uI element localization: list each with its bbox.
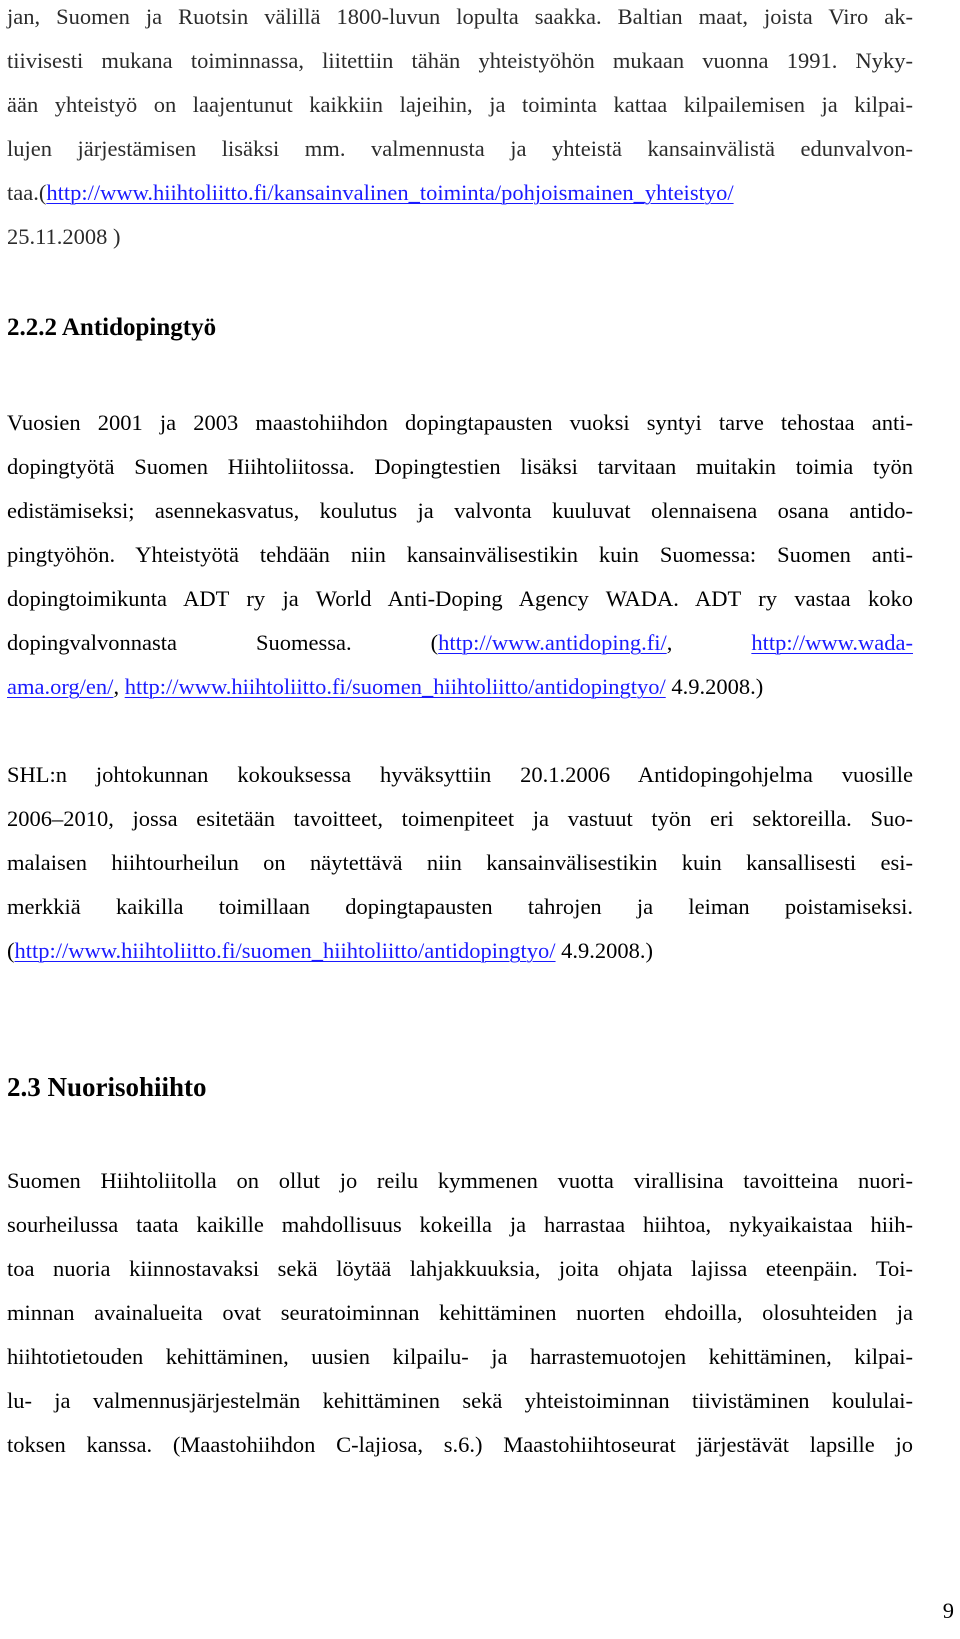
intro-line-2: tiivisesti mukana toiminnassa, liitettiin tähän yhteistyöhön mukaan vuonna 1991. Nyky-: [7, 48, 913, 73]
intro-line-6: 25.11.2008 ): [7, 224, 121, 249]
antidoping-p1-line-5: dopingtoimikunta ADT ry ja World Anti-Doping Agency WADA. ADT ry vastaa koko: [7, 586, 913, 611]
antidoping-p2-line-3: malaisen hiihtourheilun on näytettävä niin kansainvälisestikin kuin kansallisesti esi-: [7, 850, 913, 875]
hiihtoliitto-antidopingtyo-link-2[interactable]: http://www.hiihtoliitto.fi/suomen_hiihtoliitto/antidopingtyo/: [14, 938, 556, 963]
intro-line-4: lujen järjestämisen lisäksi mm. valmennusta ja yhteistä kansainvälistä edunvalvon-: [7, 136, 913, 161]
antidoping-p1-line-6-text2: Suomessa.: [256, 630, 352, 655]
nuorisohiihto-line-3: toa nuoria kiinnostavaksi sekä löytää lahjakkuuksia, joita ohjata lajissa eteenpäin. Toi-: [7, 1256, 913, 1281]
page-number: 9: [942, 1598, 954, 1623]
antidoping-p2-line-4: merkkiä kaikilla toimillaan dopingtapausten tahrojen ja leiman poistamiseksi.: [7, 894, 913, 919]
comma: ,: [666, 630, 673, 655]
antidoping-p2-line-5: [7, 936, 913, 966]
intro-line-5: [7, 178, 913, 208]
intro-line-3: ään yhteistyö on laajentunut kaikkiin lajeihin, ja toiminta kattaa kilpailemisen ja kilpai-: [7, 92, 913, 117]
nuorisohiihto-line-1: Suomen Hiihtoliitolla on ollut jo reilu kymmenen vuotta virallisina tavoitteina nuori-: [7, 1168, 913, 1193]
antidoping-p1-line-6-text1: dopingvalvonnasta: [7, 630, 177, 655]
nuorisohiihto-line-6: lu- ja valmennusjärjestelmän kehittäminen sekä yhteistoiminnan tiivistäminen koululai-: [7, 1388, 913, 1413]
open-paren-2: (: [7, 938, 15, 963]
open-paren: (: [430, 630, 439, 655]
intro-line-5-prefix: taa.(: [7, 180, 47, 205]
nuorisohiihto-line-7: toksen kanssa. (Maastohiihdon C-lajiosa, s.6.) Maastohiihtoseurat järjestävät lapsille jo: [7, 1432, 913, 1457]
antidoping-p1-line-4: pingtyöhön. Yhteistyötä tehdään niin kansainvälisestikin kuin Suomessa: Suomen anti-: [7, 542, 913, 567]
hiihtoliitto-antidopingtyo-link[interactable]: http://www.hiihtoliitto.fi/suomen_hiihtoliitto/antidopingtyo/: [124, 674, 666, 699]
nuorisohiihto-line-2: sourheilussa taata kaikille mahdollisuus kokeilla ja harrastaa hiihtoa, nykyaikaistaa hiih-: [7, 1212, 913, 1237]
section-heading-nuorisohiihto: 2.3 Nuorisohiihto: [7, 1072, 207, 1102]
antidoping-p1-line-3: edistämiseksi; asennekasvatus, koulutus ja valvonta kuuluvat olennaisena osana antido-: [7, 498, 913, 523]
intro-line-1: jan, Suomen ja Ruotsin välillä 1800-luvun lopulta saakka. Baltian maat, joista Viro ak-: [7, 4, 913, 29]
date-suffix: 4.9.2008.): [665, 674, 764, 699]
date-suffix-2: 4.9.2008.): [555, 938, 654, 963]
antidoping-p1-line-7: [7, 672, 913, 702]
nuorisohiihto-line-5: hiihtotietouden kehittäminen, uusien kilpailu- ja harrastemuotojen kehittäminen, kilpai-: [7, 1344, 913, 1369]
antidoping-p1-line-2: dopingtyötä Suomen Hiihtoliitossa. Dopingtestien lisäksi tarvitaan muitakin toimia työn: [7, 454, 913, 479]
link-separator: ,: [113, 674, 125, 699]
hiihtoliitto-yhteistyo-link[interactable]: http://www.hiihtoliitto.fi/kansainvalinen_toiminta/pohjoismainen_yhteistyo/: [46, 180, 734, 205]
antidoping-fi-link[interactable]: http://www.antidoping.fi/: [438, 630, 667, 655]
antidoping-p1-line-1: Vuosien 2001 ja 2003 maastohiihdon dopingtapausten vuoksi syntyi tarve tehostaa anti-: [7, 410, 913, 435]
antidoping-p1-line-6: [7, 628, 913, 658]
antidoping-p2-line-1: SHL:n johtokunnan kokouksessa hyväksyttiin 20.1.2006 Antidopingohjelma vuosille: [7, 762, 913, 787]
wada-ama-link-part2[interactable]: ama.org/en/: [7, 674, 114, 699]
nuorisohiihto-line-4: minnan avainalueita ovat seuratoiminnan kehittäminen nuorten ehdoilla, olosuhteiden ja: [7, 1300, 913, 1325]
section-heading-antidopingtyo: 2.2.2 Antidopingtyö: [7, 314, 217, 341]
antidoping-p2-line-2: 2006–2010, jossa esitetään tavoitteet, toimenpiteet ja vastuut työn eri sektoreilla. Suo-: [7, 806, 913, 831]
wada-ama-link-part1[interactable]: http://www.wada-: [751, 630, 913, 655]
